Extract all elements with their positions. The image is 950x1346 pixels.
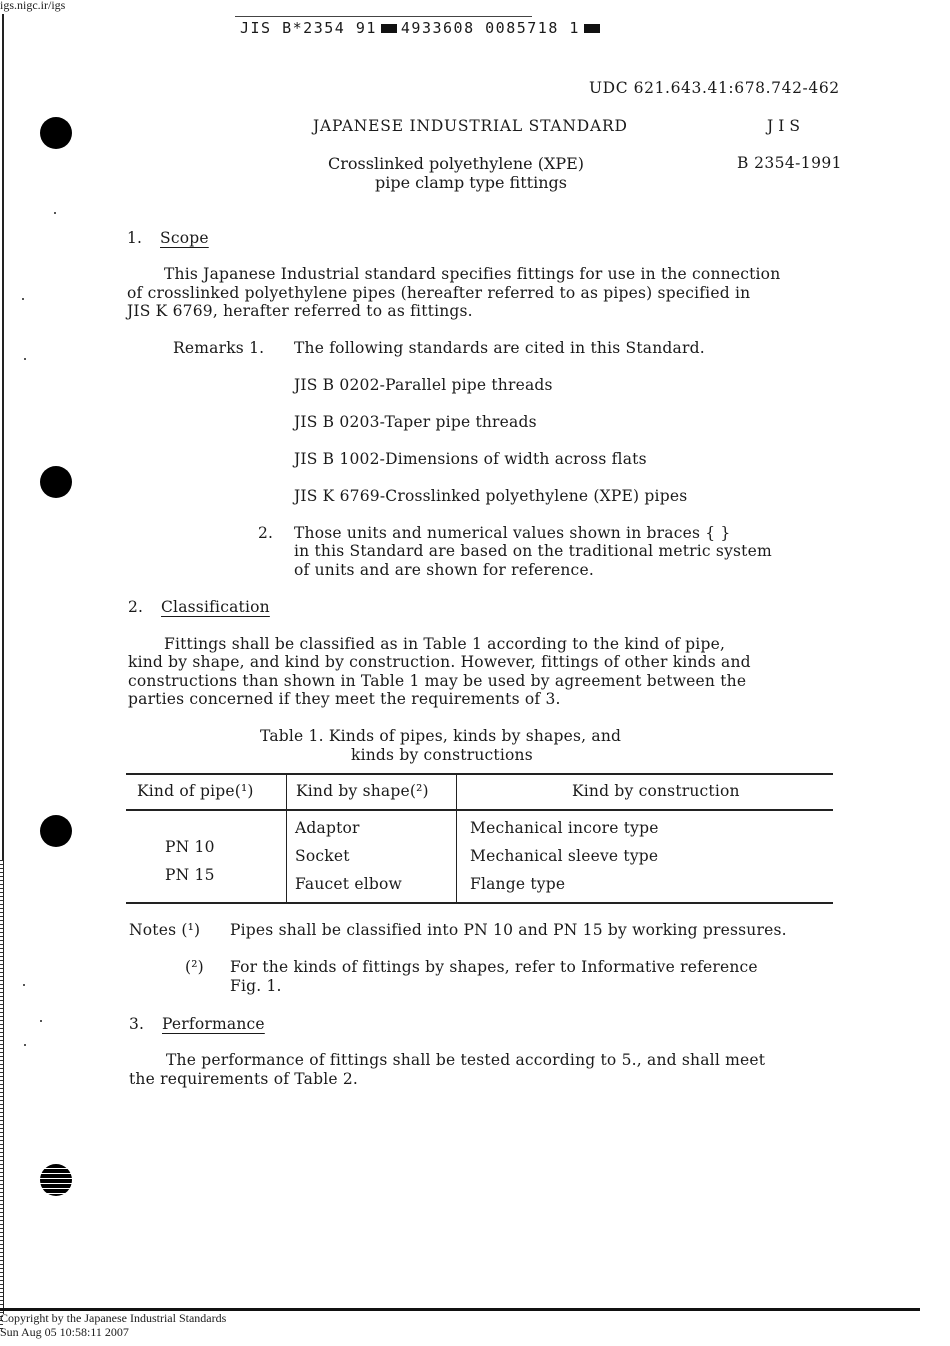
section2-line: Fittings shall be classified as in Table 1 according to the kind of pipe,: [164, 635, 726, 653]
speck: [54, 212, 56, 214]
table-rule: [126, 773, 833, 775]
top-rule: [235, 16, 532, 17]
table-divider: [456, 775, 457, 902]
table-header-cell: Kind by construction: [572, 782, 740, 800]
table-cell-construction: Mechanical incore type: [470, 819, 659, 837]
table-cell-construction: Mechanical sleeve type: [470, 847, 659, 865]
section1-heading: Scope: [160, 229, 209, 247]
section3-heading: Performance: [162, 1015, 265, 1033]
table-header-cell: Kind by shape(²): [296, 782, 429, 800]
section3-line: The performance of fittings shall be tested according to 5., and shall meet: [166, 1051, 766, 1069]
section2-line: parties concerned if they meet the requirements of 3.: [128, 690, 561, 708]
notes-label: Notes (¹): [129, 921, 201, 939]
note2-line: For the kinds of fittings by shapes, refer to Informative reference: [230, 958, 758, 976]
note1-text: Pipes shall be classified into PN 10 and PN 15 by working pressures.: [230, 921, 787, 939]
source-url: igs.nigc.ir/igs: [0, 0, 66, 12]
black-block-icon: [381, 24, 397, 33]
punch-hole-icon: [40, 1164, 72, 1196]
section2-number: 2.: [128, 598, 144, 616]
remark2-line: in this Standard are based on the traditional metric system: [294, 542, 772, 560]
speck: [24, 358, 26, 360]
remark2-number: 2.: [258, 524, 274, 542]
punch-hole-icon: [40, 117, 72, 149]
section2-line: kind by shape, and kind by construction. However, fittings of other kinds and: [128, 653, 751, 671]
section2-heading: Classification: [161, 598, 270, 616]
header-code-part1: JIS B*2354 91: [240, 19, 377, 37]
punch-hole-icon: [40, 815, 72, 847]
jis-mark: JIS: [767, 117, 805, 135]
section1-line: This Japanese Industrial standard specifies fittings for use in the connection: [164, 265, 781, 283]
timestamp-line: Sun Aug 05 10:58:11 2007: [0, 1325, 129, 1339]
cited-standard: JIS K 6769-Crosslinked polyethylene (XPE) pipes: [294, 487, 688, 505]
speck: [22, 298, 24, 300]
table-header-cell: Kind of pipe(¹): [137, 782, 254, 800]
table-rule: [126, 809, 833, 811]
remark1-text: The following standards are cited in this Standard.: [294, 339, 705, 357]
table-cell-shape: Socket: [295, 847, 350, 865]
section2-line: constructions than shown in Table 1 may be used by agreement between the: [128, 672, 747, 690]
udc-code: UDC 621.643.41:678.742-462: [589, 79, 840, 97]
header-code: [240, 19, 604, 37]
standard-title-line1: Crosslinked polyethylene (XPE): [328, 154, 585, 173]
section3-number: 3.: [129, 1015, 145, 1033]
punch-hole-icon: [40, 466, 72, 498]
cited-standard: JIS B 1002-Dimensions of width across flats: [294, 450, 647, 468]
remark2-line: of units and are shown for reference.: [294, 561, 594, 579]
cited-standard: JIS B 0203-Taper pipe threads: [294, 413, 537, 431]
table-cell-shape: Faucet elbow: [295, 875, 402, 893]
table-cell-shape: Adaptor: [295, 819, 360, 837]
table-rule: [126, 902, 833, 904]
standard-number: B 2354-1991: [737, 154, 842, 172]
section1-line: of crosslinked polyethylene pipes (hereafter referred to as pipes) specified in: [127, 284, 751, 302]
note2-mark: (²): [185, 958, 204, 976]
table1-caption-line2: kinds by constructions: [351, 746, 533, 764]
cited-standard: JIS B 0202-Parallel pipe threads: [294, 376, 553, 394]
speck: [24, 1044, 26, 1046]
left-tick-strip: [0, 860, 3, 1330]
copyright-line: Copyright by the Japanese Industrial Standards: [0, 1311, 227, 1325]
standard-title-line2: pipe clamp type fittings: [375, 173, 567, 192]
speck: [23, 984, 25, 986]
table-cell-pipe: PN 15: [165, 866, 215, 884]
table-cell-construction: Flange type: [470, 875, 566, 893]
black-block-icon: [584, 24, 600, 33]
section1-number: 1.: [127, 229, 143, 247]
standard-organization: JAPANESE INDUSTRIAL STANDARD: [313, 117, 628, 135]
table1-caption-line1: Table 1. Kinds of pipes, kinds by shapes, and: [260, 727, 622, 745]
section3-line: the requirements of Table 2.: [129, 1070, 359, 1088]
table-divider: [286, 775, 287, 902]
table-cell-pipe: PN 10: [165, 838, 215, 856]
speck: [40, 1020, 42, 1022]
remark2-line: Those units and numerical values shown in braces { }: [294, 524, 731, 542]
remarks-label: Remarks 1.: [173, 339, 265, 357]
note2-line: Fig. 1.: [230, 977, 282, 995]
section1-line: JIS K 6769, herafter referred to as fittings.: [127, 302, 473, 320]
header-code-part2: 4933608 0085718 1: [400, 19, 580, 37]
